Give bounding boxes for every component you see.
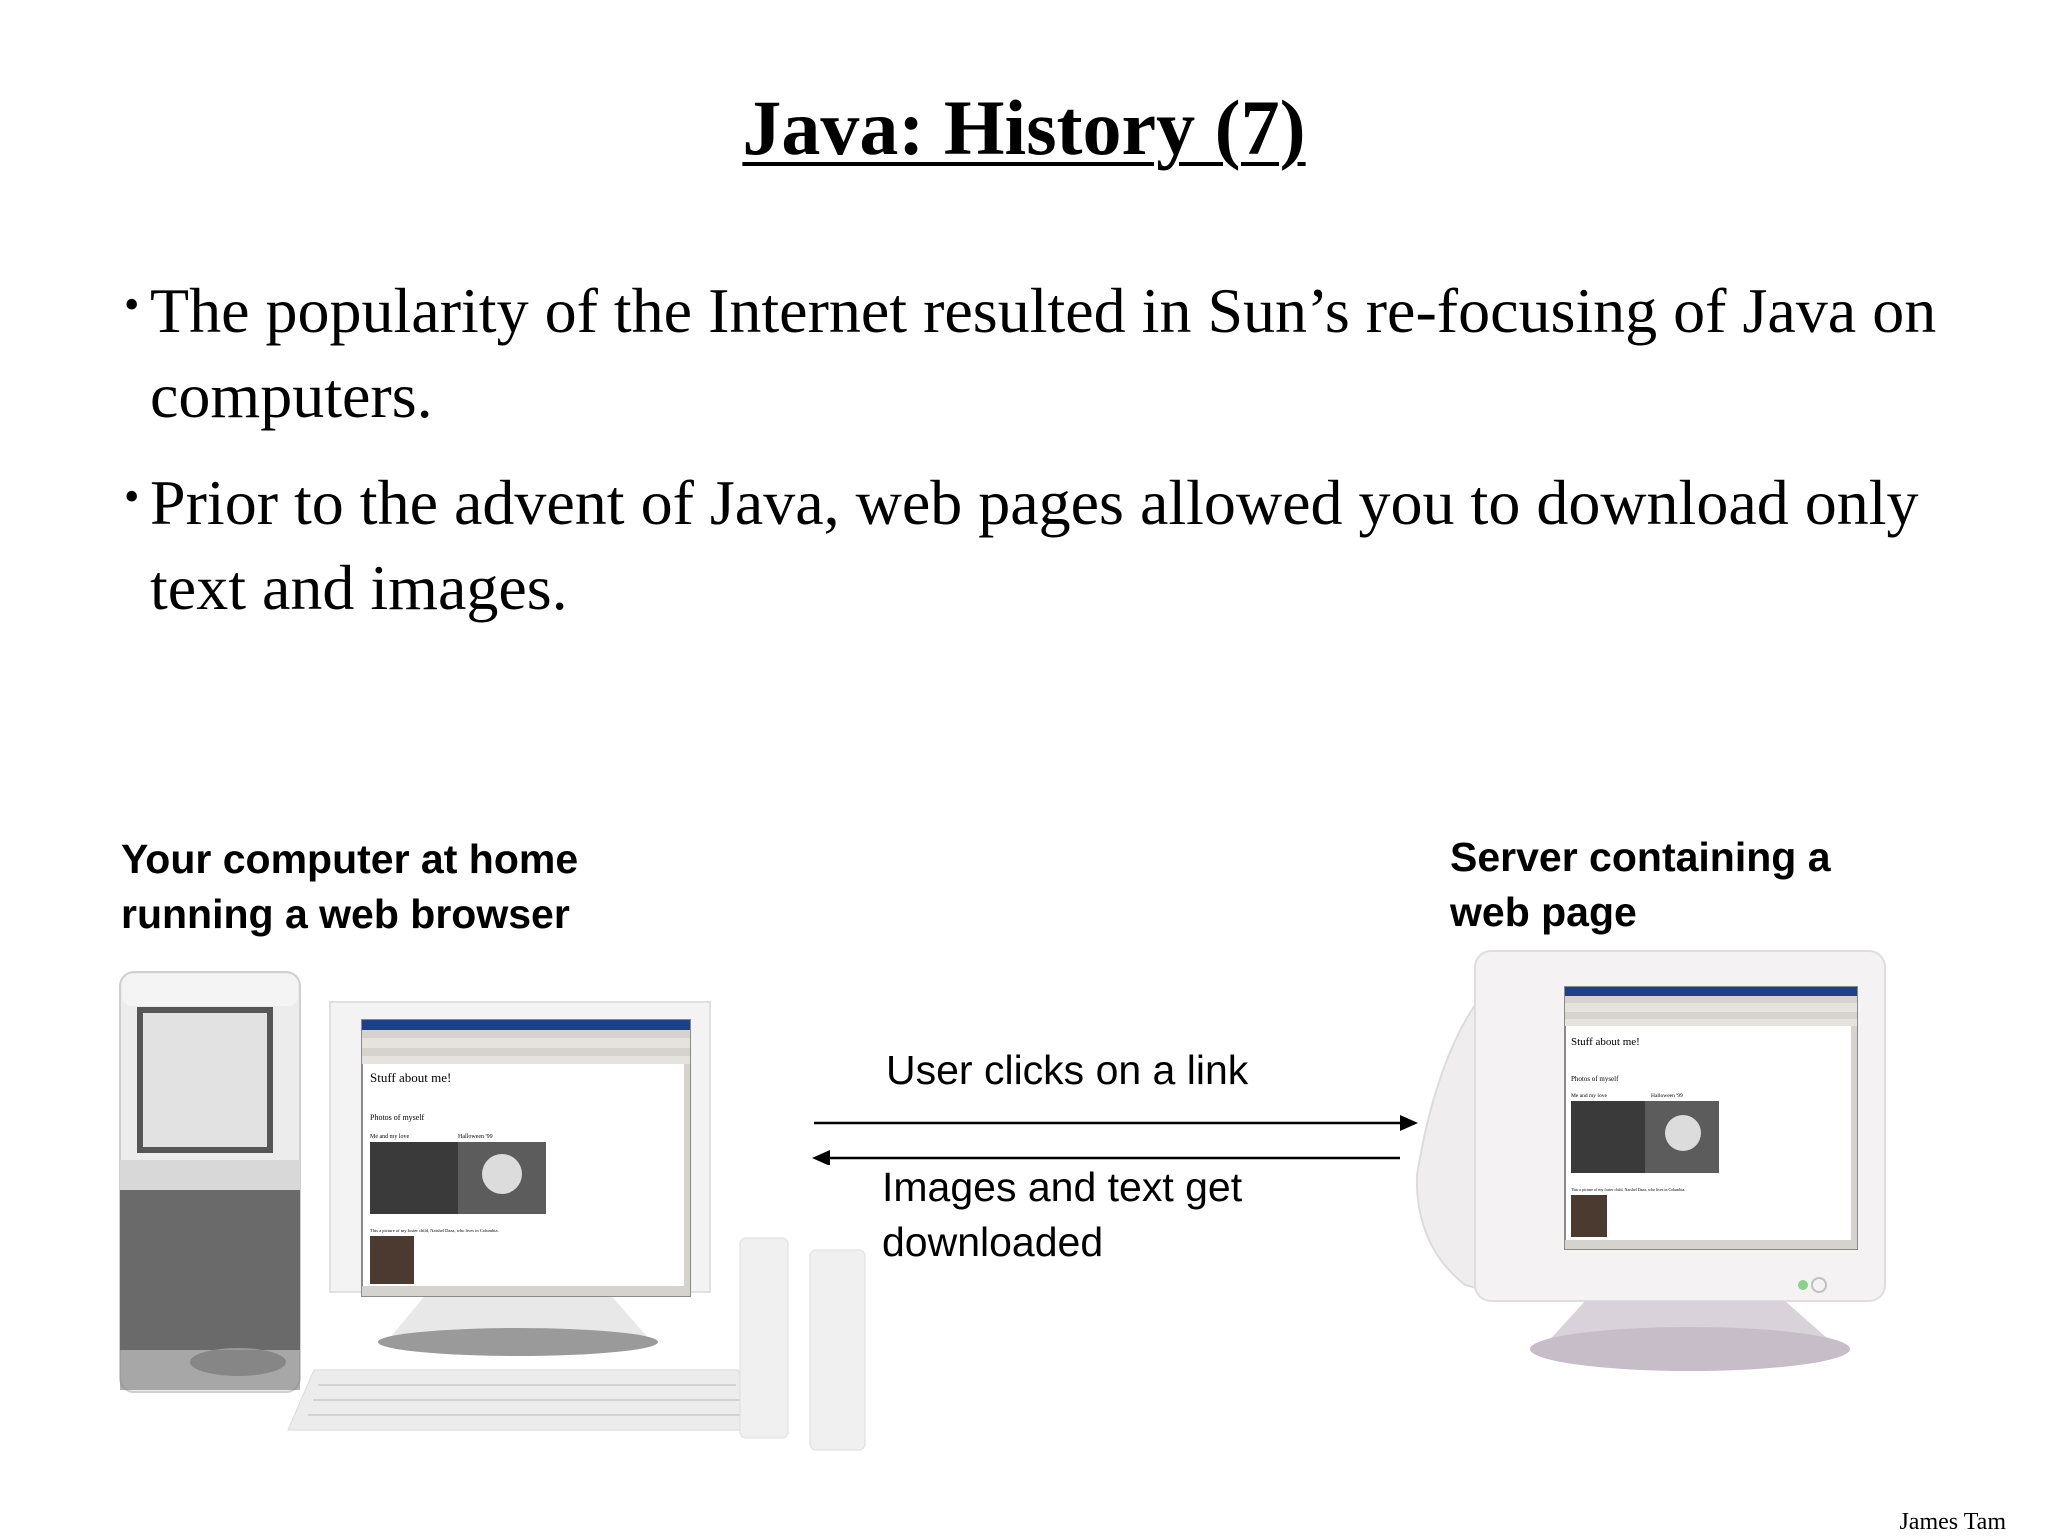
keyboard-icon <box>288 1370 768 1430</box>
bullet-item <box>124 268 1984 438</box>
photo-thumbnail <box>370 1142 458 1214</box>
slide-title: Java: History (7) <box>742 84 1306 171</box>
server-photo-caption-left: Me and my love <box>1571 1093 1607 1099</box>
bullet-marker: • <box>124 280 140 329</box>
bullet-text: Prior to the advent of Java, web pages allowed you to download only text and images. <box>150 467 1919 623</box>
response-label: Images and text get downloaded <box>882 1164 1243 1265</box>
server-photo-caption-right: Halloween '99 <box>1651 1093 1683 1099</box>
bullet-list <box>124 268 1984 652</box>
response-arrow <box>812 1150 1400 1165</box>
monitor-icon <box>330 1002 710 1356</box>
browser-footer-caption: This a picture of my foster child, Naishel Daza, who lives in Columbia. <box>370 1228 499 1233</box>
server-page-subheading: Photos of myself <box>1571 1075 1619 1083</box>
home-computer-label: Your computer at home running a web browser <box>121 836 579 937</box>
bullet-item <box>124 460 1984 630</box>
photo-thumbnail <box>1571 1101 1645 1173</box>
browser-page-heading: Stuff about me! <box>370 1070 452 1085</box>
transfer-arrows <box>800 1105 1430 1165</box>
request-arrow <box>814 1115 1418 1131</box>
browser-photo-caption-right: Halloween '99 <box>458 1134 493 1140</box>
server-page-heading: Stuff about me! <box>1571 1036 1640 1048</box>
browser-photo-caption-left: Me and my love <box>370 1134 410 1140</box>
server-computer-illustration <box>1405 945 1905 1395</box>
browser-page-subheading: Photos of myself <box>370 1113 425 1122</box>
photo-thumbnail <box>1571 1195 1607 1237</box>
home-computer-illustration <box>118 970 888 1460</box>
photo-thumbnail <box>370 1236 414 1284</box>
speaker-icon <box>740 1238 865 1450</box>
tower-pc-icon <box>120 972 300 1392</box>
server-label: Server containing a web page <box>1450 834 1831 935</box>
bullet-text: The popularity of the Internet resulted in Sun’s re-focusing of Java on computers. <box>150 275 1937 431</box>
bullet-marker: • <box>124 472 140 521</box>
author-footer: James Tam <box>1899 1509 2006 1535</box>
server-monitor-icon <box>1417 951 1885 1371</box>
request-label: User clicks on a link <box>886 1047 1249 1093</box>
server-footer-caption: This a picture of my foster child, Naishel Daza, who lives in Columbia. <box>1571 1187 1686 1192</box>
